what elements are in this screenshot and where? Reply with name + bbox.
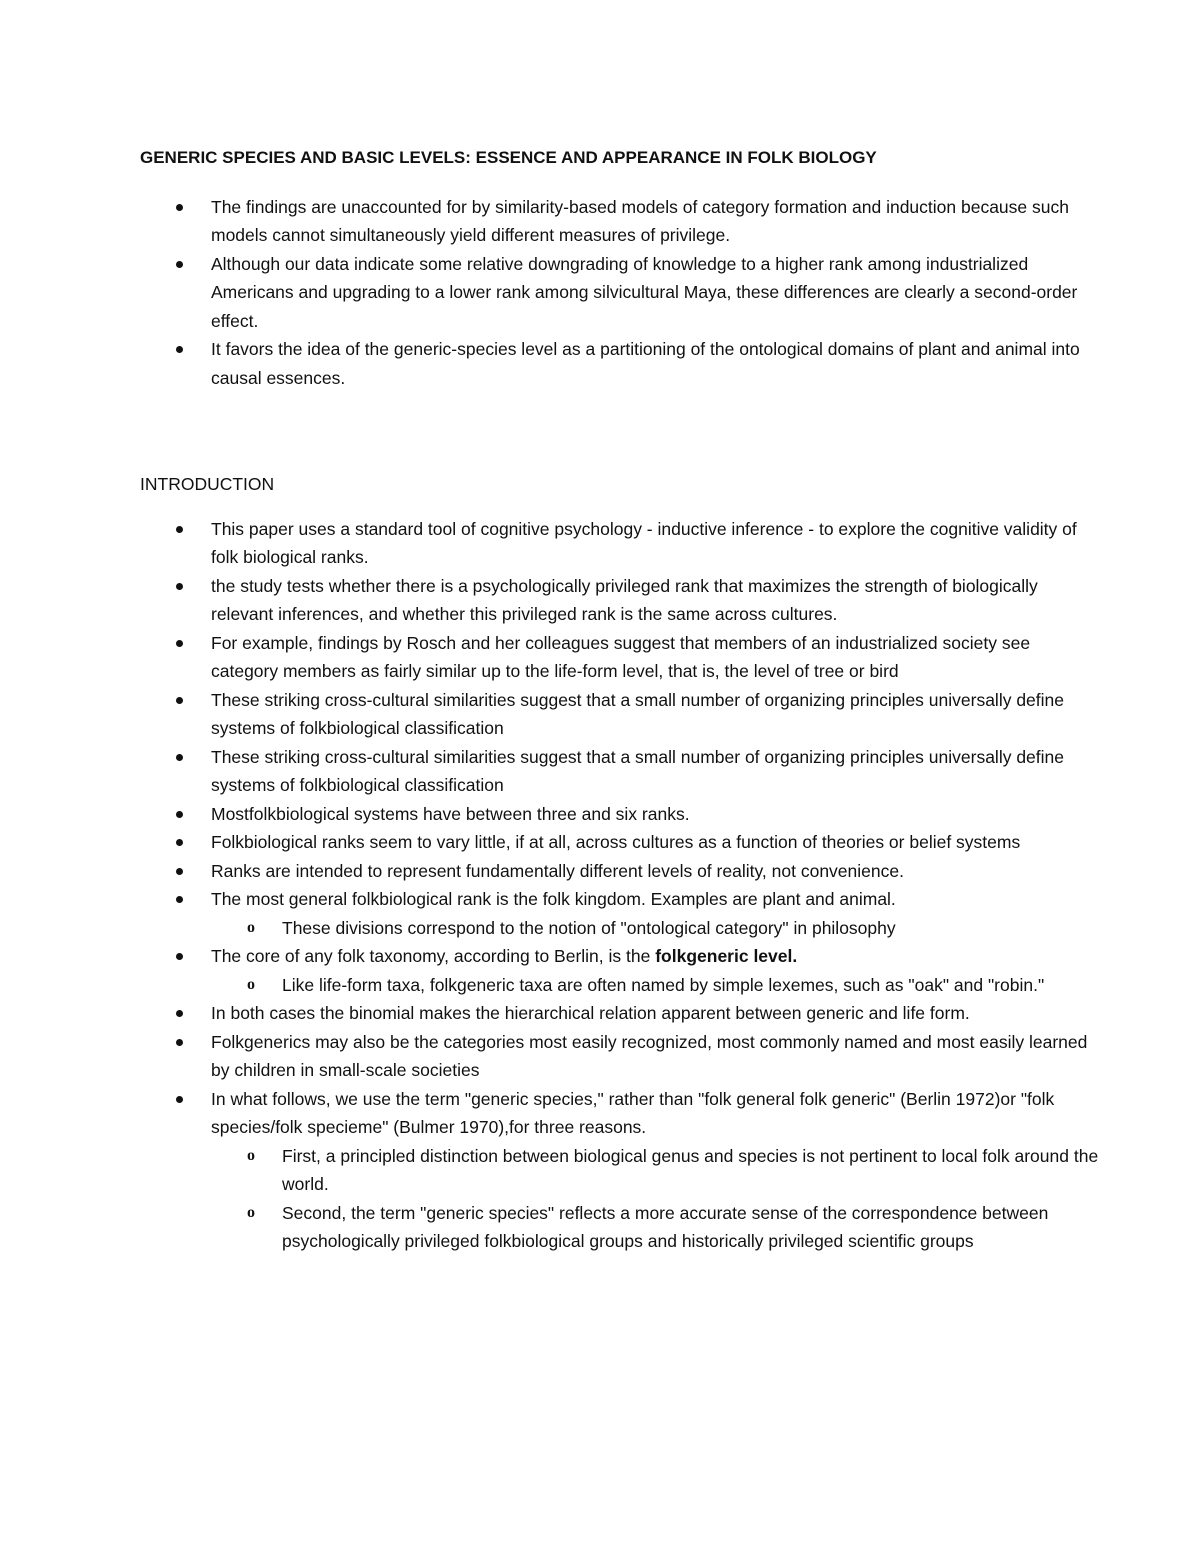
- bullet-icon: [176, 896, 183, 903]
- list-item-text: The core of any folk taxonomy, according to Berlin, is the: [211, 946, 651, 966]
- summary-list: [140, 193, 1100, 393]
- list-item: [140, 942, 1100, 999]
- sub-list-item: [211, 914, 1100, 943]
- list-item: [140, 335, 1100, 392]
- list-item-text: Although our data indicate some relative downgrading of knowledge to a higher rank among industrialized Americans and upgrading to a lower rank among silvicultural Maya, these differences are clearly a second-order effect.: [211, 253, 1078, 331]
- list-item-text: Folkbiological ranks seem to vary little, if at all, across cultures as a function of theories or belief systems: [211, 832, 1021, 852]
- list-item: [140, 250, 1100, 336]
- list-item: [140, 885, 1100, 942]
- sub-list-item-text: Like life-form taxa, folkgeneric taxa are often named by simple lexemes, such as "oak" and "robin.": [282, 974, 1045, 995]
- list-item-text: This paper uses a standard tool of cognitive psychology - inductive inference - to explore the cognitive validity of folk biological ranks.: [211, 518, 1077, 567]
- list-item-emphasis: folkgeneric level.: [655, 946, 798, 966]
- list-item-text: For example, findings by Rosch and her colleagues suggest that members of an industrialized society see category members as fairly similar up to the life-form level, that is, the level of tree or bird: [211, 632, 1031, 681]
- bullet-icon: [176, 261, 183, 268]
- list-item-text: In what follows, we use the term "generic species," rather than "folk general folk generic" (Berlin 1972)or "folk species/folk specieme" (Bulmer 1970),for three reasons.: [211, 1088, 1055, 1137]
- list-item-text: These striking cross-cultural similarities suggest that a small number of organizing principles universally define systems of folkbiological classification: [211, 746, 1065, 795]
- list-item: [140, 686, 1100, 743]
- sub-bullet-icon: o: [247, 1146, 255, 1164]
- sub-bullet-icon: o: [247, 975, 255, 993]
- bullet-icon: [176, 346, 183, 353]
- list-item-text: the study tests whether there is a psychologically privileged rank that maximizes the strength of biologically relevant inferences, and whether this privileged rank is the same across cultures.: [211, 575, 1038, 624]
- sub-list-item: [211, 1142, 1100, 1199]
- list-item: [140, 857, 1100, 886]
- list-item: [140, 629, 1100, 686]
- sub-list-item: [211, 971, 1100, 1000]
- list-item: [140, 572, 1100, 629]
- bullet-icon: [176, 754, 183, 761]
- sub-list: [211, 914, 1100, 943]
- list-item-text: Folkgenerics may also be the categories most easily recognized, most commonly named and most easily learned by children in small-scale societies: [211, 1031, 1088, 1080]
- bullet-icon: [176, 1039, 183, 1046]
- list-item: [140, 800, 1100, 829]
- list-item: [140, 1085, 1100, 1256]
- list-item-text: The most general folkbiological rank is the folk kingdom. Examples are plant and animal.: [211, 889, 896, 909]
- sub-list: [211, 971, 1100, 1000]
- list-item: [140, 515, 1100, 572]
- list-item: [140, 1028, 1100, 1085]
- bullet-icon: [176, 583, 183, 590]
- bullet-icon: [176, 953, 183, 960]
- sub-list: [211, 1142, 1100, 1256]
- sub-bullet-icon: o: [247, 1203, 255, 1221]
- bullet-icon: [176, 811, 183, 818]
- list-item-text: It favors the idea of the generic-species level as a partitioning of the ontological domains of plant and animal into causal essences.: [211, 339, 1080, 388]
- sub-list-item-text: First, a principled distinction between biological genus and species is not pertinent to local folk around the world.: [282, 1145, 1099, 1194]
- bullet-icon: [176, 1096, 183, 1103]
- bullet-icon: [176, 697, 183, 704]
- introduction-heading: INTRODUCTION: [140, 474, 275, 494]
- sub-bullet-icon: o: [247, 918, 255, 936]
- sub-list-item-text: Second, the term "generic species" reflects a more accurate sense of the correspondence between psychologically privileged folkbiological groups and historically privileged scientific groups: [282, 1202, 1049, 1251]
- bullet-icon: [176, 1010, 183, 1017]
- bullet-icon: [176, 868, 183, 875]
- list-item-text: Ranks are intended to represent fundamentally different levels of reality, not convenience.: [211, 860, 904, 881]
- list-item-text: In both cases the binomial makes the hierarchical relation apparent between generic and life form.: [211, 1003, 970, 1023]
- sub-list-item: [211, 1199, 1100, 1256]
- list-item: [140, 193, 1100, 250]
- document-title: GENERIC SPECIES AND BASIC LEVELS: ESSENCE AND APPEARANCE IN FOLK BIOLOGY: [140, 148, 877, 167]
- list-item: [140, 743, 1100, 800]
- bullet-icon: [176, 526, 183, 533]
- list-item-text: Mostfolkbiological systems have between three and six ranks.: [211, 803, 690, 824]
- bullet-icon: [176, 839, 183, 846]
- list-item-text: These striking cross-cultural similarities suggest that a small number of organizing principles universally define systems of folkbiological classification: [211, 689, 1065, 738]
- list-item-text: The findings are unaccounted for by similarity-based models of category formation and induction because such models cannot simultaneously yield different measures of privilege.: [211, 196, 1069, 245]
- sub-list-item-text: These divisions correspond to the notion of "ontological category" in philosophy: [282, 917, 896, 938]
- list-item: [140, 999, 1100, 1028]
- bullet-icon: [176, 204, 183, 211]
- introduction-list: [140, 515, 1100, 1256]
- bullet-icon: [176, 640, 183, 647]
- list-item: [140, 828, 1100, 857]
